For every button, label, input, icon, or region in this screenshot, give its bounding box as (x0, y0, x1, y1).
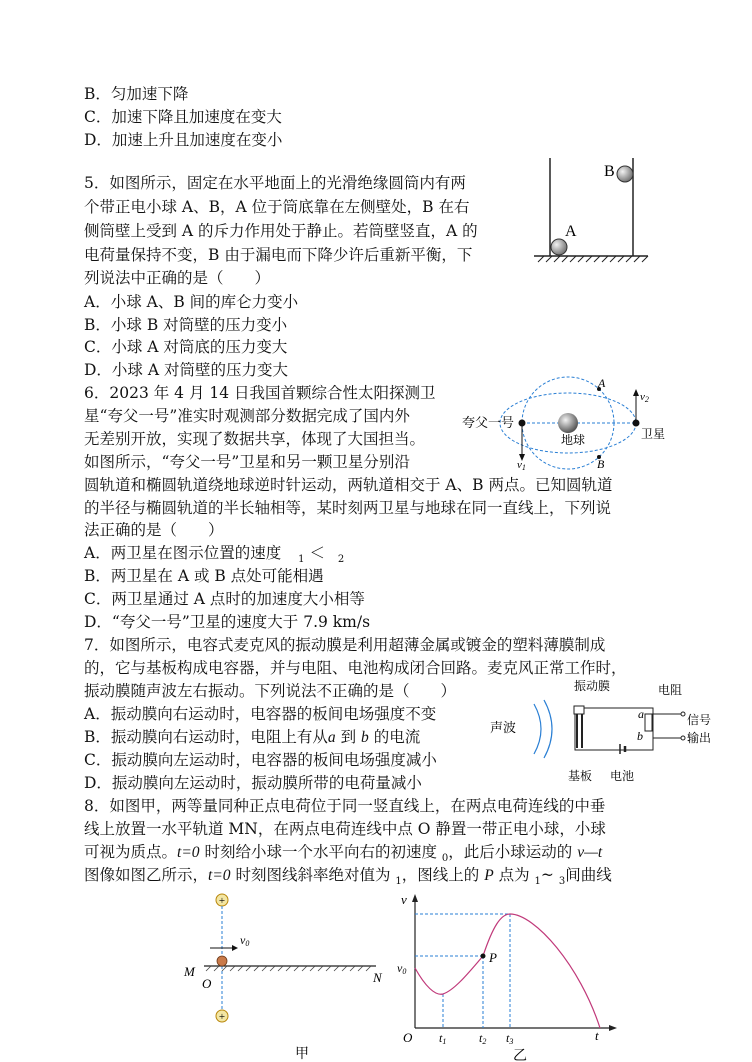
q5-stem-1: 5．如图所示，固定在水平地面上的光滑绝缘圆筒内有两 (84, 174, 466, 192)
less-than: ＜ (309, 544, 325, 562)
q8-stem-1: 8．如图甲，两等量同种正点电荷位于同一竖直线上，在两点电荷连线的中垂 (84, 797, 606, 815)
ball-a (551, 239, 567, 255)
ground-hatch (538, 256, 648, 262)
figure-yi-caption: 乙 (513, 1049, 527, 1062)
q6-option-b: B．两卫星在 A 或 B 点处可能相遇 (84, 567, 324, 585)
t1-label: t1 (439, 1031, 447, 1046)
output-label: 输出 (687, 731, 712, 745)
v0-label: v0 (240, 933, 250, 948)
t3-label: t3 (506, 1031, 514, 1046)
sound-wave-label: 声波 (490, 720, 517, 735)
resistor (645, 714, 652, 731)
q7-option-d: D．振动膜向左运动时，振动膜所带的电荷量减小 (84, 774, 422, 792)
ball-b (617, 166, 633, 182)
battery-label: 电池 (610, 769, 635, 783)
m-label: M (184, 964, 195, 979)
q8-stem-2: 线上放置一水平轨道 MN，在两点电荷连线中点 O 静置一带正电小球，小球 (84, 820, 606, 838)
q7-option-c: C．振动膜向左运动时，电容器的板间电场强度减小 (84, 751, 437, 769)
v2-subscript: 2 (337, 554, 345, 566)
t-axis-label: t (595, 1028, 599, 1043)
v1-label: v1 (517, 459, 526, 472)
point-b-label: b (637, 729, 643, 743)
q8-figure-yi (395, 886, 620, 1062)
p-label: P (489, 950, 497, 965)
option-c-q4: C．加速下降且加速度在变大 (84, 108, 282, 126)
signal-label: 信号 (687, 713, 712, 727)
satellite-label: 卫星 (641, 427, 666, 441)
option-d-q4: D．加速上升且加速度在变小 (84, 131, 283, 149)
t2-label: t2 (479, 1031, 487, 1046)
earth (558, 413, 578, 433)
q6-figure (460, 378, 682, 474)
q8-stem-3: 可视为质点。t=0 时刻给小球一个水平向右的初速度 $_0$，此后小球运动的 v—t (84, 843, 603, 865)
svg-text:+: + (218, 895, 226, 907)
n-label: N (373, 970, 382, 985)
kuafu-label: 夸父一号 (462, 415, 515, 430)
q6-stem-1: 6．2023 年 4 月 14 日我国首颗综合性太阳探测卫 (84, 384, 436, 402)
b-label: B (597, 457, 605, 471)
o-label: O (202, 976, 212, 991)
q7-stem-2: 的，它与基板构成电容器，并与电阻、电池构成闭合回路。麦克风正常工作时， (84, 659, 627, 677)
sound-wave-2 (544, 700, 552, 758)
v2-label: v2 (640, 391, 649, 404)
q5-stem-5: 列说法中正确的是（ ） (84, 269, 271, 287)
q5-stem-4: 电荷量保持不变，B 由于漏电而下降少许后重新平衡，下 (84, 246, 473, 264)
q6-stem-6: 的半径与椭圆轨道的半长轴相等，某时刻两卫星与地球在同一直线上，下列说 (84, 499, 612, 517)
q5-option-b: B．小球 B 对筒壁的压力变小 (84, 316, 288, 334)
point-a-label: a (638, 707, 644, 721)
v0-tick-label: v0 (397, 961, 407, 976)
a-label: A (598, 376, 606, 390)
q7-option-b: B．振动膜向右运动时，电阻上有从a 到 b 的电流 (84, 728, 421, 746)
q6-stem-4: 如图所示，“夸父一号”卫星和另一颗卫星分别沿 (84, 453, 410, 471)
svg-text:+: + (218, 1011, 226, 1023)
base-label: 基板 (568, 769, 593, 783)
q7-option-a: A．振动膜向右运动时，电容器的板间电场强度不变 (84, 705, 437, 723)
charged-ball (217, 956, 227, 966)
label-a: A (565, 223, 577, 240)
q6-option-d: D．“夸父一号”卫星的速度大于 7.9 km/s (84, 613, 371, 631)
sound-wave-1 (534, 704, 541, 754)
figure-jia-caption: 甲 (295, 1047, 309, 1062)
q5-figure (530, 158, 650, 268)
track-hatch (206, 966, 371, 971)
q7-stem-1: 7．如图所示，电容式麦克风的振动膜是利用超薄金属或镀金的塑料薄膜制成 (84, 636, 606, 654)
q7-figure (490, 676, 722, 786)
q6-stem-5: 圆轨道和椭圆轨道绕地球逆时针运动，两轨道相交于 A、B 两点。已知圆轨道 (84, 476, 613, 494)
membrane-label: 振动膜 (574, 679, 611, 693)
q5-stem-2: 个带正电小球 A、B，A 位于筒底靠在左侧壁处，B 在右 (84, 198, 470, 216)
resistor-label: 电阻 (658, 683, 683, 697)
guide-lines (415, 914, 510, 1028)
q5-option-a: A．小球 A、B 间的库仑力变小 (84, 293, 299, 311)
q6-stem-2: 星“夸父一号”准实时观测部分数据完成了国内外 (84, 407, 410, 425)
q8-figure-jia (180, 888, 380, 1062)
option-b-q4: B．匀加速下降 (84, 85, 189, 103)
q8-stem-4: 图像如图乙所示，t=0 时刻图线斜率绝对值为 $_1$，图线上的 P 点为 $_1$~ $_3$间曲线 (84, 866, 612, 888)
q7-stem-3: 振动膜随声波左右振动。下列说法不正确的是（ ） (84, 682, 457, 700)
q6-option-c: C．两卫星通过 A 点时的加速度大小相等 (84, 590, 365, 608)
q6-stem-3: 无差别开放，实现了数据共享，体现了大国担当。 (84, 430, 426, 448)
point-p (481, 954, 486, 959)
q5-option-c: C．小球 A 对筒底的压力变大 (84, 338, 288, 356)
v-axis-label: v (401, 892, 407, 907)
origin-label: O (403, 1030, 413, 1045)
earth-label: 地球 (561, 433, 586, 447)
q6-option-a-text: A．两卫星在图示位置的速度 (84, 544, 282, 562)
q5-option-d: D．小球 A 对筒壁的压力变大 (84, 361, 288, 379)
q6-stem-7: 法正确的是（ ） (84, 521, 224, 539)
label-b: B (604, 163, 615, 180)
q5-stem-3: 侧筒壁上受到 A 的斥力作用处于静止。若筒壁竖直，A 的 (84, 222, 478, 240)
v1-subscript: 1 (298, 554, 305, 566)
